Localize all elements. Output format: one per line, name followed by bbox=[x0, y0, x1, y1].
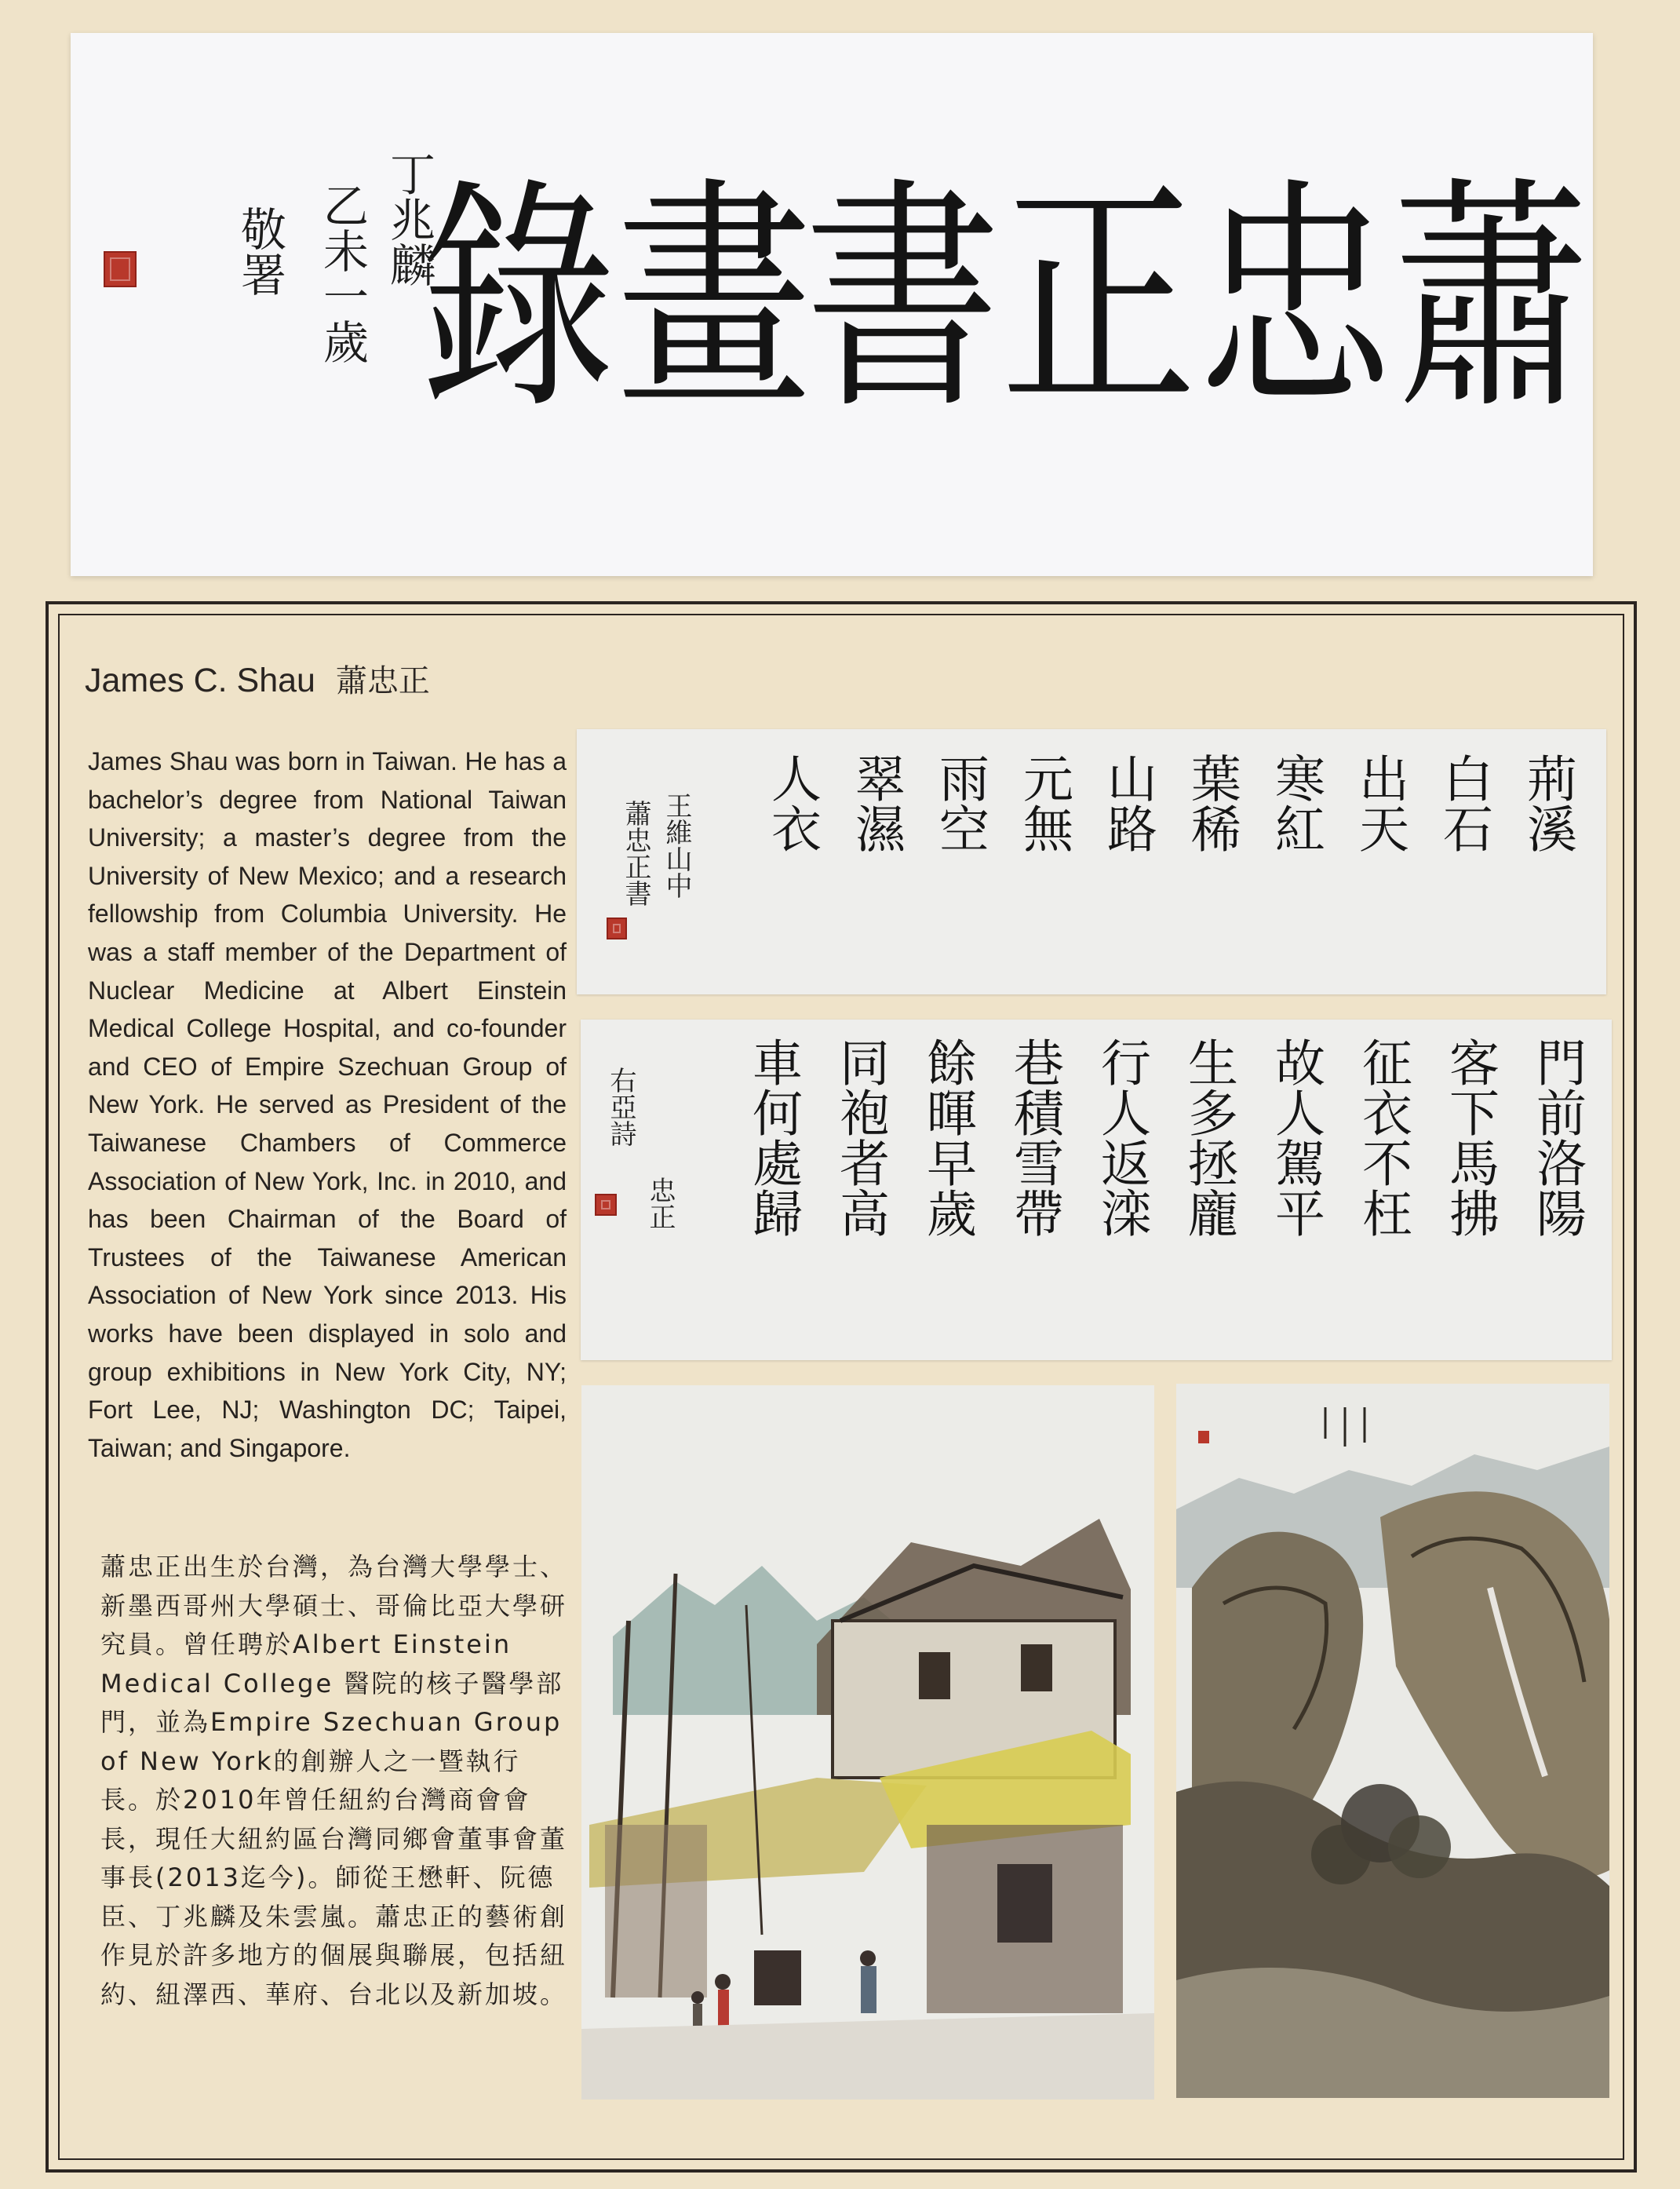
scroll1-column-9: 翠濕 bbox=[847, 753, 905, 853]
scroll1-column-8: 雨空 bbox=[931, 753, 989, 853]
scroll1-column-6: 山路 bbox=[1099, 753, 1157, 853]
painting-mountain-landscape bbox=[1176, 1384, 1609, 2098]
scroll1-seal bbox=[607, 918, 627, 939]
bio-english: James Shau was born in Taiwan. He has a bachelor’s degree from National Taiwan University; a master’s degree from the University of New Mexico; and a research fellowship from Columbia University. He was a staff member of the Department of Nuclear Medicine at Albert Einstein Medical College Hospital, and co-founder and CEO of Empire Szechuan Group of New York. He served as President of the Taiwanese Chambers of Commerce Association of New York, Inc. in 2010, and has been Chairman of the Board of Trustees of the Taiwanese American Association of New York since 2013. His works have been displayed in solo and group exhibitions in New York City, NY; Fort Lee, NJ; Washington DC; Taipei, Taiwan; and Singapore. bbox=[88, 747, 567, 1462]
calligraphy-banner bbox=[71, 33, 1593, 576]
scroll1-column-3: 出天 bbox=[1350, 753, 1409, 853]
banner-char-5: 畫 bbox=[616, 156, 812, 443]
inscription-column-2: 乙未一歲 bbox=[315, 182, 369, 364]
artist-name-heading bbox=[85, 656, 791, 701]
calligraphy-scroll-2 bbox=[581, 1020, 1612, 1360]
scroll1-column-4: 寒紅 bbox=[1266, 753, 1325, 853]
scroll1-column-5: 葉稀 bbox=[1183, 753, 1241, 853]
artist-name-en: James C. Shau bbox=[85, 662, 315, 699]
scroll2-column-3: 征衣不枉 bbox=[1354, 1037, 1412, 1238]
scroll2-column-1: 門前洛陽 bbox=[1528, 1037, 1586, 1238]
inscription-column-1: 丁兆麟 bbox=[382, 151, 435, 287]
inscription-column-3: 敬署 bbox=[233, 206, 286, 297]
scroll2-column-7: 巷積雪帶 bbox=[1005, 1037, 1063, 1238]
scroll2-signature-name: 忠正 bbox=[644, 1177, 676, 1230]
banner-char-2: 忠 bbox=[1197, 156, 1393, 443]
scroll1-column-10: 人衣 bbox=[763, 753, 821, 853]
scroll2-column-6: 行人返滦 bbox=[1092, 1037, 1150, 1238]
banner-char-1: 蕭 bbox=[1393, 156, 1589, 443]
banner-seal bbox=[104, 251, 137, 287]
banner-char-4: 書 bbox=[804, 156, 1000, 443]
scroll2-column-5: 生多拯龐 bbox=[1179, 1037, 1237, 1238]
scroll2-seal bbox=[595, 1194, 617, 1216]
scroll2-column-8: 餘暉早歲 bbox=[918, 1037, 976, 1238]
scroll1-column-2: 白石 bbox=[1434, 753, 1492, 853]
scroll1-signature-name: 蕭忠正書 bbox=[620, 800, 651, 907]
scroll1-column-1: 荊溪 bbox=[1518, 753, 1576, 853]
artist-name-zh: 蕭忠正 bbox=[335, 663, 430, 699]
bio-chinese: 蕭忠正出生於台灣，為台灣大學學士、新墨西哥州大學碩士、哥倫比亞大學研究員。曾任聘於Albert Einstein Medical College 醫院的核子醫學部門，並為Empire Szechuan Group of New York的創辦人之一暨執行長。於2010年曾任紐約台灣商會會長，現任大紐約區台灣同鄉會董事會董事長(2013迄今)。師從王懋軒、阮德臣、丁兆麟及朱雲嵐。蕭忠正的藝術創作見於許多地方的個展與聯展，包括紐約、紐澤西、華府、台北以及新加坡。 bbox=[100, 1552, 568, 2009]
banner-inscription bbox=[188, 151, 455, 449]
scroll2-signature-title: 右亞詩 bbox=[605, 1067, 636, 1147]
scroll2-column-10: 車何處歸 bbox=[744, 1037, 802, 1238]
scroll2-column-9: 同袍者高 bbox=[831, 1037, 889, 1238]
scroll2-column-2: 客下馬拂 bbox=[1441, 1037, 1499, 1238]
banner-char-3: 正 bbox=[1000, 156, 1197, 443]
banner-char-6: 錄 bbox=[420, 156, 616, 443]
painting-market-street bbox=[581, 1385, 1154, 2100]
calligraphy-scroll-1 bbox=[577, 729, 1606, 994]
scroll2-column-4: 故人駕平 bbox=[1266, 1037, 1325, 1238]
scroll1-signature-title: 王維山中 bbox=[661, 792, 692, 899]
scroll1-column-7: 元無 bbox=[1015, 753, 1073, 853]
